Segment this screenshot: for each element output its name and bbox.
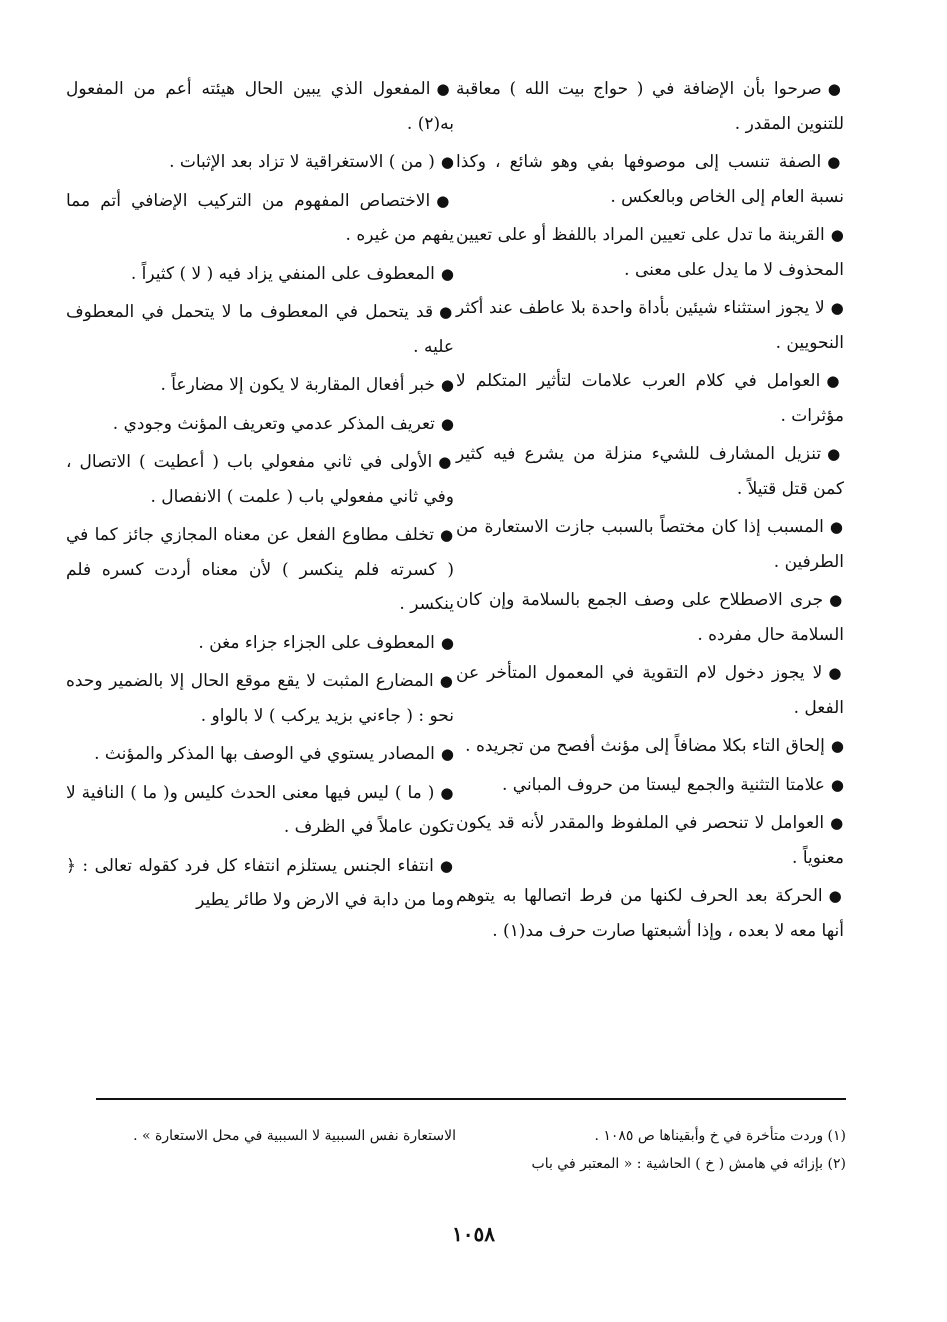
list-item: ●( ما ) ليس فيها معنى الحدث كليس و( ما ) النافية لا تكون عاملاً في الظرف . <box>66 782 455 837</box>
bullet-icon: ● <box>436 80 455 98</box>
list-item: ●قد يتحمل في المعطوف ما لا يتحمل في المعطوف عليه . <box>66 302 454 357</box>
list-item: ●انتفاء الجنس يستلزم انتفاء كل فرد كقوله تعالى : ﴿ وما من دابة في الارض ولا طائر يطير <box>66 855 454 910</box>
list-item: ●لا يجوز استثناء شيئين بأداة واحدة بلا عاطف عند أكثر النحويين . <box>456 298 844 353</box>
left-column <box>66 72 454 922</box>
bullet-icon: ● <box>440 745 454 763</box>
list-item: ●القرينة ما تدل على تعيين المراد باللفظ أو على تعيين المحذوف لا ما يدل على معنى . <box>456 225 844 280</box>
bullet-icon: ● <box>440 264 454 283</box>
list-item: ●تنزيل المشارف للشيء منزلة من يشرع فيه كثير كمن قتل قتيلاً . <box>456 444 845 499</box>
bullet-icon: ● <box>440 153 454 171</box>
bullet-icon: ● <box>440 783 455 802</box>
bullet-icon: ● <box>829 518 844 536</box>
list-item: ●الصفة تنسب إلى موصوفها بفي وهو شائع ، وكذا نسبة العام إلى الخاص وبالعكس . <box>456 152 844 207</box>
list-item: ●إلحاق التاء بكلا مضافاً إلى مؤنث أفصح من تجريده . <box>465 736 844 756</box>
list-item: ●علامتا التثنية والجمع ليستا من حروف المباني . <box>501 774 844 795</box>
footnote-2: (٢) بإزائه في هامش ( خ ) الحاشية : « المعتبر في باب <box>531 1156 846 1172</box>
bullet-icon: ● <box>829 591 844 609</box>
bullet-icon: ● <box>826 372 844 390</box>
bullet-icon: ● <box>440 633 454 652</box>
list-item: ●الاختصاص المفهوم من التركيب الإضافي أتم مما يفهم من غيره . <box>66 190 455 245</box>
footnote-2-continuation: الاستعارة نفس السببية لا السببية في محل الاستعارة » . <box>133 1128 456 1144</box>
footnotes-right <box>466 1122 846 1178</box>
bullet-icon: ● <box>827 153 844 171</box>
bullet-icon: ● <box>830 775 844 794</box>
list-item: ●لا يجوز دخول لام التقوية في المعمول المتأخر عن الفعل . <box>456 663 844 718</box>
bullet-icon: ● <box>830 737 844 755</box>
bullet-icon: ● <box>828 664 844 682</box>
footnote-1: (١) وردت متأخرة في خ وأبقيناها ص ١٠٨٥ . <box>594 1128 846 1144</box>
bullet-icon: ● <box>439 672 454 690</box>
footnotes-left <box>96 1122 456 1150</box>
list-item: ●المفعول الذي يبين الحال هيئته أعم من المفعول به(٢) . <box>66 79 455 134</box>
list-item: ●جرى الاصطلاح على وصف الجمع بالسلامة وإن كان السلامة حال مفرده . <box>456 590 844 645</box>
bullet-icon: ● <box>827 445 845 463</box>
bullet-icon: ● <box>436 191 455 210</box>
bullet-icon: ● <box>439 526 455 544</box>
bullet-icon: ● <box>440 376 454 394</box>
list-item: ●( من ) الاستغراقية لا تزاد بعد الإثبات . <box>169 152 454 172</box>
list-item: ●المسبب إذا كان مختصاً بالسبب جازت الاستعارة من الطرفين . <box>456 517 844 572</box>
bullet-icon: ● <box>830 299 844 317</box>
list-item: ●الحركة بعد الحرف لكنها من فرط اتصالها به يتوهم أنها معه لا بعده ، وإذا أشبعتها صارت حرف مد(١) . <box>456 886 844 941</box>
bullet-icon: ● <box>440 414 454 433</box>
bullet-icon: ● <box>828 887 844 905</box>
list-item: ●الأولى في ثاني مفعولي باب ( أعطيت ) الاتصال ، وفي ثاني مفعولي باب ( علمت ) الانفصال . <box>66 452 454 507</box>
list-item: ●خبر أفعال المقاربة لا يكون إلا مضارعاً . <box>160 375 454 395</box>
footnote-divider <box>96 1098 846 1100</box>
list-item: ●تخلف مطاوع الفعل عن معناه المجازي جائز كما في ( كسرته فلم ينكسر ) لأن معناه أردت كسره فلم ينكسر . <box>66 525 455 614</box>
bullet-icon: ● <box>439 303 454 321</box>
right-column <box>456 72 844 952</box>
list-item: ●المعطوف على المنفي يزاد فيه ( لا ) كثيراً . <box>130 263 454 284</box>
bullet-icon: ● <box>439 856 454 875</box>
list-item: ●تعريف المذكر عدمي وتعريف المؤنث وجودي . <box>112 413 454 434</box>
page-number: ١٠٥٨ <box>452 1222 495 1246</box>
list-item: ●العوامل لا تنحصر في الملفوظ والمقدر لأنه قد يكون معنوياً . <box>456 813 844 868</box>
bullet-icon: ● <box>827 80 844 98</box>
bullet-icon: ● <box>830 226 844 244</box>
list-item: ●العوامل في كلام العرب علامات لتأثير المتكلم لا مؤثرات . <box>456 371 844 426</box>
list-item: ●المضارع المثبت لا يقع موقع الحال إلا بالضمير وحده نحو : ( جاءني بزيد يركب ) لا بالواو . <box>66 671 454 726</box>
list-item: ●المعطوف على الجزاء جزاء مغن . <box>198 632 454 653</box>
list-item: ●صرحوا بأن الإضافة في ( حواج بيت الله ) معاقبة للتنوين المقدر . <box>456 79 844 134</box>
bullet-icon: ● <box>438 453 454 471</box>
bullet-icon: ● <box>830 814 844 832</box>
list-item: ●المصادر يستوي في الوصف بها المذكر والمؤنث . <box>94 744 454 764</box>
